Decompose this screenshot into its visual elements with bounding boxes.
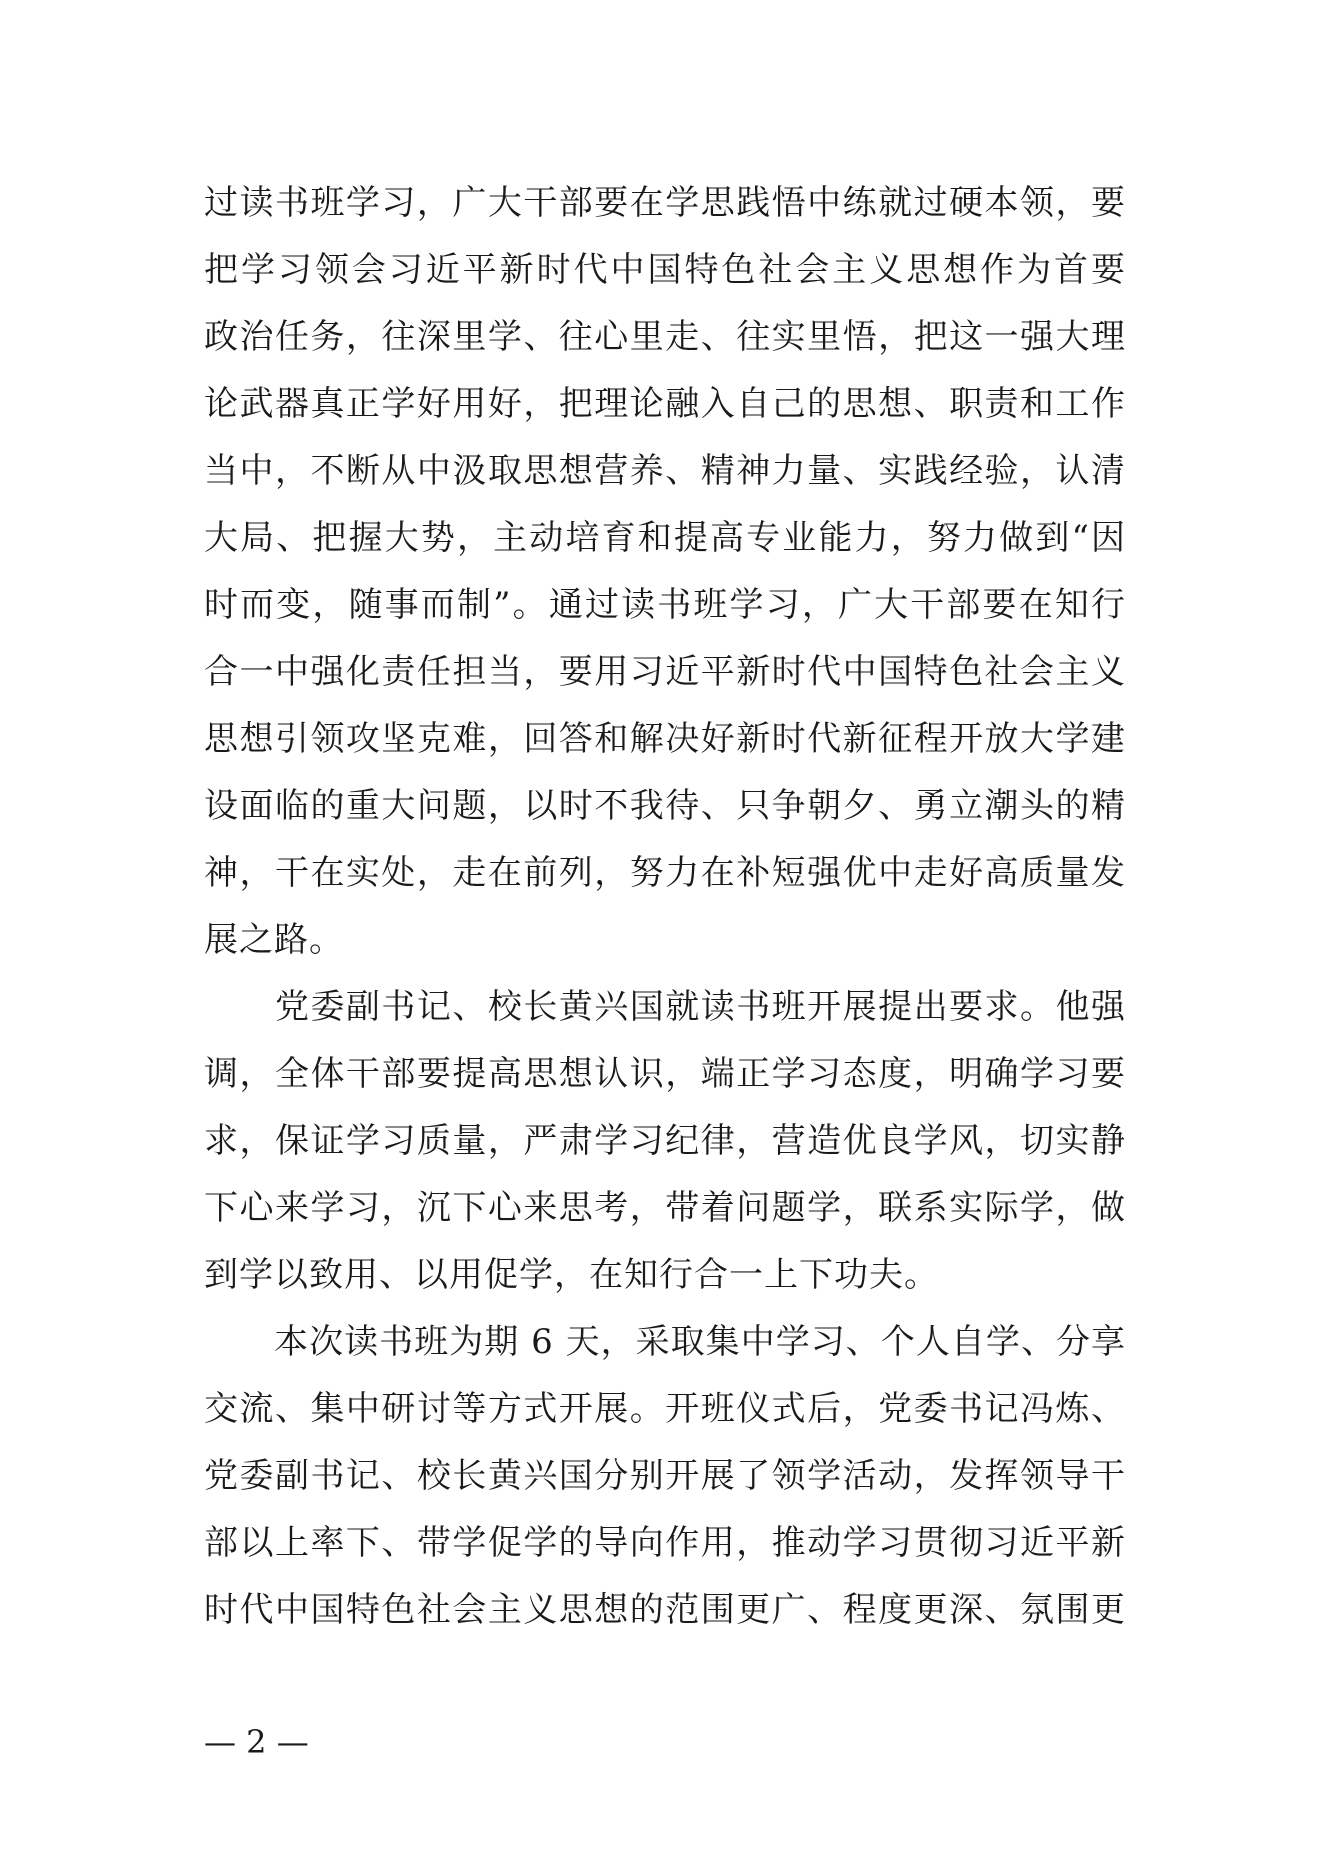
text-line: 过读书班学习，广大干部要在学思践悟中练就过硬本领，要 (204, 183, 1126, 223)
text-line: 党委副书记、校长黄兴国分别开展了领学活动，发挥领导干 (204, 1456, 1126, 1496)
text-line: 论武器真正学好用好，把理论融入自己的思想、职责和工作 (204, 384, 1126, 424)
text-line: 部以上率下、带学促学的导向作用，推动学习贯彻习近平新 (204, 1523, 1126, 1563)
text-line: 把学习领会习近平新时代中国特色社会主义思想作为首要 (204, 250, 1126, 290)
text-line: 当中，不断从中汲取思想营养、精神力量、实践经验，认清 (204, 451, 1126, 491)
text-line: 神，干在实处，走在前列，努力在补短强优中走好高质量发 (204, 853, 1126, 893)
text-line: 党委副书记、校长黄兴国就读书班开展提出要求。他强 (204, 987, 1126, 1027)
text-line: 调，全体干部要提高思想认识，端正学习态度，明确学习要 (204, 1054, 1126, 1094)
text-line: 本次读书班为期 6 天，采取集中学习、个人自学、分享 (204, 1322, 1126, 1362)
text-line: 设面临的重大问题，以时不我待、只争朝夕、勇立潮头的精 (204, 786, 1126, 826)
text-line: 下心来学习，沉下心来思考，带着问题学，联系实际学，做 (204, 1188, 1126, 1228)
text-line: 展之路。 (204, 920, 344, 960)
text-line: 交流、集中研讨等方式开展。开班仪式后，党委书记冯炼、 (204, 1389, 1126, 1429)
text-line: 时而变，随事而制”。通过读书班学习，广大干部要在知行 (204, 585, 1126, 625)
text-line: 大局、把握大势，主动培育和提高专业能力，努力做到“因 (204, 518, 1126, 558)
text-line: 合一中强化责任担当，要用习近平新时代中国特色社会主义 (204, 652, 1126, 692)
text-line: 求，保证学习质量，严肃学习纪律，营造优良学风，切实静 (204, 1121, 1126, 1161)
text-line: 时代中国特色社会主义思想的范围更广、程度更深、氛围更 (204, 1590, 1126, 1630)
text-line: 思想引领攻坚克难，回答和解决好新时代新征程开放大学建 (204, 719, 1126, 759)
text-line: 到学以致用、以用促学，在知行合一上下功夫。 (204, 1255, 939, 1295)
page-number: — 2 — (204, 1723, 309, 1761)
text-line: 政治任务，往深里学、往心里走、往实里悟，把这一强大理 (204, 317, 1126, 357)
body-text (204, 170, 1126, 1644)
